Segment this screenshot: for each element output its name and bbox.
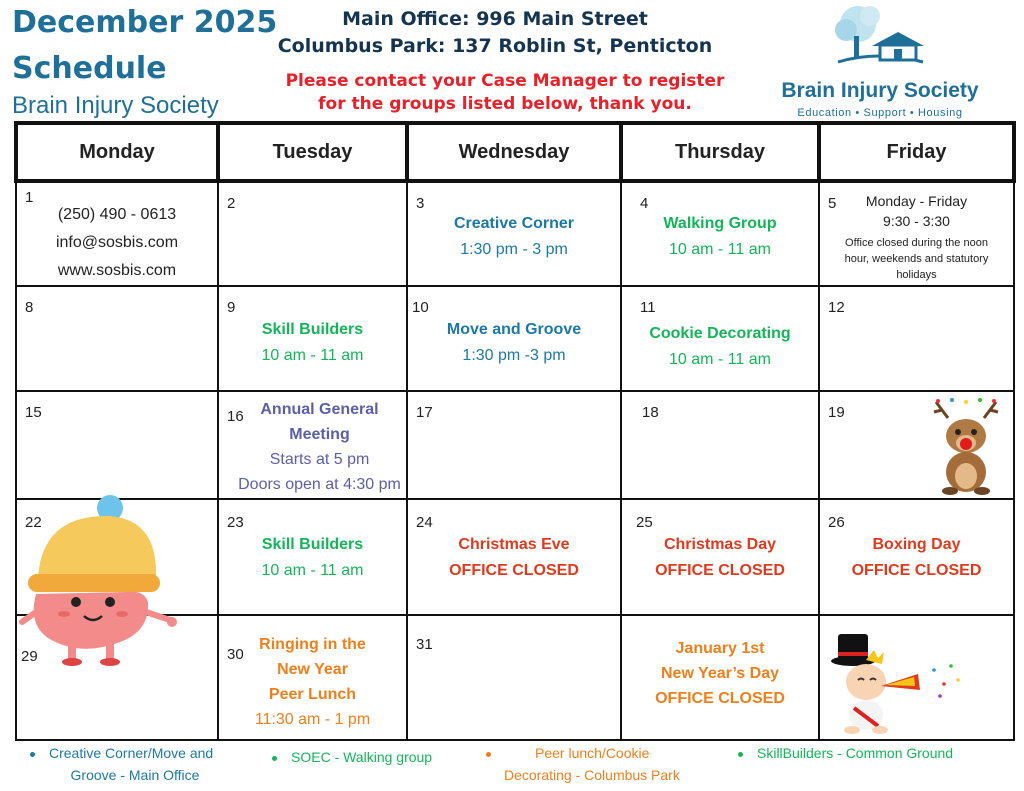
day-number: 2: [227, 195, 236, 212]
logo-name: Brain Injury Society: [781, 79, 979, 102]
house-tree-logo-icon: [828, 2, 928, 72]
event-time: 10 am - 11 am: [261, 347, 364, 364]
day-number: 23: [227, 514, 244, 531]
legend-item-columbus-park: Peer lunch/Cookie Decorating - Columbus Park: [486, 742, 726, 786]
day-cell: [819, 181, 1014, 286]
phone-text: (250) 490 - 0613: [57, 206, 177, 223]
day-cell: [819, 615, 1014, 740]
day-cell: [218, 615, 407, 740]
office-hours-note: Office closed during the noon hour, weekends and statutory holidays: [844, 237, 989, 281]
day-cell: [218, 181, 407, 286]
day-number: 17: [416, 404, 433, 421]
legend-item-main-office: Creative Corner/Move and Groove - Main Office: [30, 742, 240, 786]
contact-info: [17, 201, 217, 285]
legend-item-soec: SOEC - Walking group: [272, 746, 432, 768]
day-cell: [218, 286, 407, 391]
event-title: Peer Lunch: [268, 686, 357, 703]
event-title: Christmas Day: [663, 536, 777, 553]
day-cell: [16, 391, 218, 499]
website-text: www.sosbis.com: [57, 262, 177, 279]
event-time: Starts at 5 pm: [269, 451, 370, 468]
event-title: Move and Groove: [446, 321, 582, 338]
day-cell: [407, 286, 621, 391]
day-number: 9: [227, 299, 236, 316]
day-number: 10: [412, 299, 429, 316]
day-cell: [819, 499, 1014, 615]
day-number: 24: [416, 514, 433, 531]
event-time: Doors open at 4:30 pm: [238, 476, 401, 493]
closed-label: OFFICE CLOSED: [449, 562, 579, 579]
weekday-thursday: Thursday: [621, 123, 819, 181]
subtitle: Brain Injury Society: [12, 92, 219, 119]
weekday-tuesday: Tuesday: [218, 123, 407, 181]
day-number: 3: [416, 195, 425, 212]
day-cell: [621, 615, 819, 740]
day-cell: [407, 499, 621, 615]
weekday-friday: Friday: [819, 123, 1014, 181]
day-cell: [621, 499, 819, 615]
event-title: Christmas Eve: [458, 536, 570, 553]
day-number: 4: [640, 195, 649, 212]
weekday-header-row: [16, 123, 1014, 181]
legend-item-skillbuilders: SkillBuilders - Common Ground: [738, 742, 953, 764]
day-number: 18: [642, 404, 659, 421]
new-year-baby-illustration: [826, 630, 976, 734]
day-cell: [407, 615, 621, 740]
day-number: 31: [416, 636, 433, 653]
closed-label: OFFICE CLOSED: [655, 690, 785, 707]
event-title: Skill Builders: [261, 321, 364, 338]
event-title: Boxing Day: [872, 536, 961, 553]
day-number: 12: [828, 299, 845, 316]
event-title: Meeting: [289, 426, 350, 443]
day-number: 5: [828, 195, 837, 212]
event-title: Cookie Decorating: [649, 325, 791, 342]
week-row: [16, 286, 1014, 391]
day-number: 15: [25, 404, 42, 421]
day-cell: [819, 286, 1014, 391]
event-title: January 1st: [675, 640, 765, 657]
logo-tagline: Education • Support • Housing: [797, 107, 963, 119]
event-title: Skill Builders: [261, 536, 364, 553]
event-time: 10 am - 11 am: [669, 241, 771, 258]
day-number: 29: [21, 648, 38, 665]
day-cell: [218, 391, 407, 499]
brain-with-hat-illustration: [18, 494, 178, 666]
address-main: Main Office: 996 Main Street: [342, 8, 648, 30]
day-cell: [16, 286, 218, 391]
reindeer-illustration: [928, 396, 1004, 496]
bullet-icon: [272, 756, 277, 761]
event-title: Annual General: [260, 401, 379, 418]
event-time: 11:30 am - 1 pm: [254, 711, 371, 728]
day-cell: [819, 391, 1014, 499]
day-cell: [407, 181, 621, 286]
event-time: 10 am - 11 am: [669, 351, 771, 368]
day-number: 16: [227, 408, 244, 425]
register-notice: Please contact your Case Manager to register for the groups listed below, thank you.: [285, 71, 725, 114]
week-row: [16, 391, 1014, 499]
weekday-wednesday: Wednesday: [407, 123, 621, 181]
closed-label: OFFICE CLOSED: [851, 562, 982, 579]
event-time: 1:30 pm - 3 pm: [460, 241, 568, 258]
closed-label: OFFICE CLOSED: [655, 562, 785, 579]
day-cell: [16, 181, 218, 286]
day-number: 11: [640, 299, 656, 316]
day-cell: [407, 391, 621, 499]
bullet-icon: [486, 752, 491, 757]
address-park: Columbus Park: 137 Roblin St, Penticton: [277, 35, 713, 57]
day-number: 22: [25, 514, 42, 531]
day-number: 8: [25, 299, 34, 316]
office-hours: Monday - Friday 9:30 - 3:30: [865, 193, 968, 229]
bullet-icon: [30, 752, 35, 757]
event-title: Walking Group: [663, 215, 777, 232]
week-row: [16, 181, 1014, 286]
event-title: Creative Corner: [453, 215, 575, 232]
day-cell: [621, 181, 819, 286]
day-number: 30: [227, 646, 244, 663]
day-number: 25: [636, 514, 653, 531]
event-title: New Year: [277, 661, 348, 678]
event-title: New Year’s Day: [660, 665, 779, 682]
event-time: 1:30 pm -3 pm: [462, 347, 566, 364]
day-cell: [621, 286, 819, 391]
event-time: 10 am - 11 am: [261, 562, 364, 579]
day-cell: [621, 391, 819, 499]
weekday-monday: Monday: [16, 123, 218, 181]
bullet-icon: [738, 752, 743, 757]
day-number: 26: [828, 514, 845, 531]
day-number: 19: [828, 404, 845, 421]
day-cell: [218, 499, 407, 615]
day-number: 1: [25, 189, 34, 206]
event-title: Ringing in the: [259, 636, 366, 653]
title-month: December 2025 Schedule: [12, 5, 278, 86]
email-text: info@sosbis.com: [55, 234, 179, 251]
